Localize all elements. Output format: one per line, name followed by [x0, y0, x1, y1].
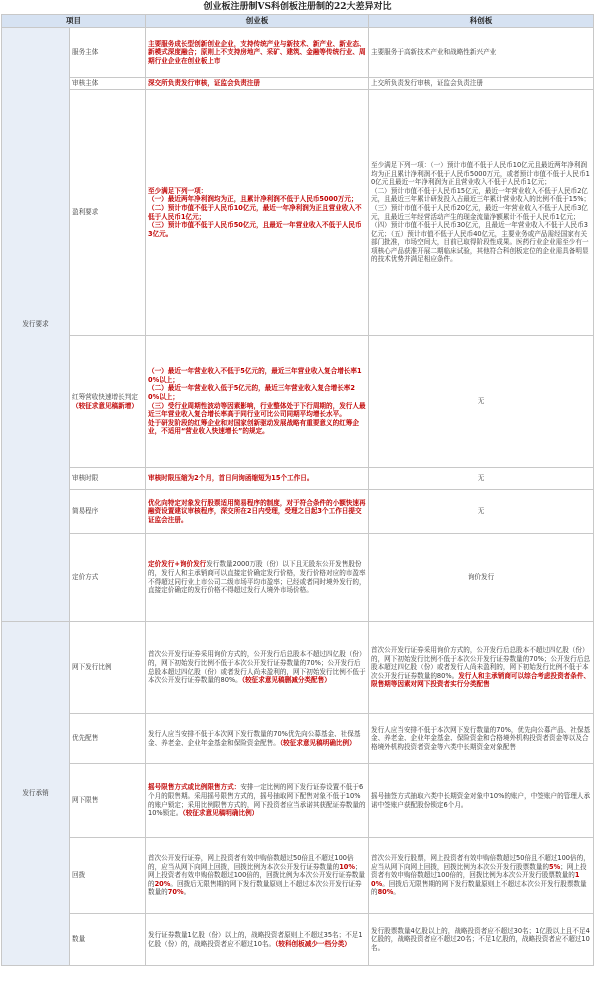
gem-red-text: （较征求意见稿明确比例） — [182, 809, 259, 818]
star-text: ；网上投资者有效申购倍数超过100倍的，回拨比例为本次公开发行股票数量的 — [371, 862, 587, 880]
star-text: 。回拨后无限售期的网下发行数量原则上不超过本次公开发行股票数量的 — [371, 879, 587, 897]
gem-text: 。回拨后无限售期的网下发行数量原则上不超过本次公开发行证券数量的 — [148, 879, 362, 897]
gem-cell — [146, 336, 369, 468]
star-cell: 无 — [369, 336, 594, 468]
item-label: 审核时限 — [70, 468, 146, 490]
star-red-text: 发行人和主承销商可以综合考虑投资者条件、限售期等因素对网下投资者实行分类配售 — [371, 671, 591, 689]
item-label — [70, 336, 146, 468]
gem-cell: 审核时限压缩为2个月，首日问询函缩短为15个工作日。 — [146, 468, 369, 490]
table-row — [2, 534, 594, 622]
star-cell: 摇号抽签方式抽取六类中长期资金对象中10%的账户，中签账户的管理人承诺中签账户获配股份锁定6个月。 — [369, 764, 594, 838]
table-header-row — [2, 15, 594, 28]
star-text: （二）预计市值不低于人民币15亿元，最近一年营业收入不低于人民币2亿元，且最近三年累计研发投入占最近三年累计营业收入的比例不低于15%；（三）预计市值不低于人民币20亿元，最近一年营业收入不低于人民币3亿元，且最近三年经营活动产生的现金流量净额累计不低于人民币1亿元；（四）预计市值不低于人民币30亿元，且最近一年营业收入不低于人民币3亿元；（五）预计市值不低于人民币40亿元，主要业务或产品需经国家有关部门批准，市场空间大，目前已取得阶段性成果。医药行业企业需至少有一项核心产品获准开展二期临床试验，其他符合科创板定位的企业需具备明显的技术优势并满足相应条件。 — [371, 186, 591, 264]
star-cell: 发行人应当安排不低于本次网下发行数量的70%，优先向公募产品、社保基金、养老金、企业年金基金、保险资金和合格境外机构投资者资金等以及合格境外机构投资者资金等六类中长期资金对象配售 — [369, 714, 594, 764]
gem-text: （二）预计市值不低于人民币10亿元，最近一年净利润为正且营业收入不低于人民币1亿元； — [148, 203, 362, 221]
gem-red-text: 10% — [339, 862, 356, 871]
item-label: 优先配售 — [70, 714, 146, 764]
gem-cell — [146, 714, 369, 764]
star-cell: 询价发行 — [369, 534, 594, 622]
gem-text: 处于研发阶段的红筹企业和对国家创新驱动发展战略有重要意义的红筹企业，不适用“营业收入快速增长”的规定。 — [148, 418, 359, 436]
gem-text: （一）最近一年营业收入不低于5亿元的，最近三年营业收入复合增长率10%以上； — [148, 367, 362, 384]
gem-cell — [146, 914, 369, 966]
table-row — [2, 468, 594, 490]
gem-cell: 深交所负责发行审核，证监会负责注册 — [146, 78, 369, 90]
header-gem: 创业板 — [146, 15, 369, 28]
star-cell — [369, 838, 594, 914]
page-title: 创业板注册制VS科创板注册制的22大差异对比 — [203, 2, 392, 12]
gem-red-text: 定价发行+询价发行 — [148, 560, 207, 569]
star-text: 。 — [393, 888, 400, 897]
header-star: 科创板 — [369, 15, 594, 28]
star-red-text: 5% — [549, 862, 561, 871]
gem-red-text: 摇号限售方式或比例限售方式： — [148, 783, 241, 792]
star-cell: 无 — [369, 490, 594, 534]
gem-text: 至少满足下列一项： — [148, 186, 208, 195]
gem-cell — [146, 838, 369, 914]
table-row — [2, 336, 594, 468]
gem-red-text: （较征求意见稿删减分类配售） — [241, 676, 331, 685]
table-row — [2, 28, 594, 78]
header-item: 项目 — [2, 15, 146, 28]
gem-text: （二）最近一年营业收入低于5亿元的，最近三年营业收入复合增长率20%以上； — [148, 384, 355, 401]
gem-text: 发行人应当安排不低于本次网下发行数量的70%优先向公募基金、社保基金、养老金、企业年金基金和保险资金配售。 — [148, 729, 361, 747]
item-label: 盈利要求 — [70, 90, 146, 336]
item-label: 网下发行比例 — [70, 622, 146, 714]
star-cell — [369, 622, 594, 714]
gem-cell: 主要服务成长型创新创业企业，支持传统产业与新技术、新产业、新业态、新模式深度融合；原则上不支持房地产、采矿、建筑、金融等传统行业、周期行业企业在创业板上市 — [146, 28, 369, 78]
item-label: 定价方式 — [70, 534, 146, 622]
item-label: 回拨 — [70, 838, 146, 914]
comparison-table — [1, 14, 594, 966]
gem-text: （一）最近两年净利润均为正，且累计净利润不低于人民币5000万元； — [148, 195, 358, 204]
item-label: 数量 — [70, 914, 146, 966]
gem-text: 安排一定比例的网下发行证券设置不低于6个月的限售期。采用摇号限售方式的，摇号抽取网下配售对象不低于10%的账户锁定；采用比例限售方式的，网下投资者应当承诺其获配证券数量的10%锁定。 — [148, 783, 366, 818]
gem-red-text: （较征求意见稿明确比例） — [279, 738, 356, 747]
item-label: 网下限售 — [70, 764, 146, 838]
gem-text: 首次公开发行证券采用询价方式的，公开发行后总股本不超过四亿股（份）的，网下初始发行比例不低于本次公开发行证券数量的70%；公开发行后总股本超过四亿股（份）或者发行人尚未盈利的，网下初始发行比例不低于本次公开发行证券数量的80%。 — [148, 650, 366, 685]
gem-red-text: 70% — [167, 888, 184, 897]
table-row — [2, 90, 594, 336]
category-underwrite: 发行承销 — [2, 622, 70, 966]
star-cell: 主要服务于高新技术产业和战略性新兴产业 — [369, 28, 594, 78]
item-label: 服务主体 — [70, 28, 146, 78]
table-row — [2, 714, 594, 764]
gem-text: 发行数量2000万股（份）以下且无股东公开发售股份的，发行人和主承销商可以直接定价确定发行价格，发行价格对应的市盈率不得超过同行业上市公司二级市场平均市盈率；已经或者同时境外发行的，直接定价确定的发行价格不得超过发行人境外市场价格。 — [148, 560, 366, 595]
star-text: 至少满足下列一项：（一）预计市值不低于人民币10亿元且最近两年净利润均为正且累计净利润不低于人民币5000万元，或者预计市值不低于人民币10亿元且最近一年净利润为正且营业收入不低于人民币1亿元； — [371, 160, 590, 187]
item-note: （较征求意见稿新增） — [72, 401, 138, 410]
gem-cell — [146, 622, 369, 714]
gem-text: （三）预计市值不低于人民币50亿元，且最近一年营业收入不低于人民币3亿元。 — [148, 221, 362, 238]
gem-text: 发行证券数量1亿股（份）以上的，战略投资者原则上不超过35名；不足1亿股（份）的，战略投资者应不超过10名。 — [148, 930, 363, 948]
star-cell: 发行股票数量4亿股以上的，战略投资者应不超过30名；1亿股以上且不足4亿股的，战略投资者应不超过20名；不足1亿股的，战略投资者应不超过10名。 — [369, 914, 594, 966]
item-label: 简易程序 — [70, 490, 146, 534]
gem-cell — [146, 534, 369, 622]
gem-red-text: 20% — [154, 879, 171, 888]
item-label: 审核主体 — [70, 78, 146, 90]
gem-text: 。 — [183, 888, 191, 897]
gem-cell — [146, 764, 369, 838]
table-row — [2, 764, 594, 838]
table-row — [2, 838, 594, 914]
star-cell: 上交所负责发行审核，证监会负责注册 — [369, 78, 594, 90]
gem-red-text: （较科创板减少一档分类） — [275, 939, 351, 948]
gem-text: （三）受行业周期性波动等因素影响，行业整体处于下行周期的，发行人最近三年营业收入复合增长率高于同行业可比公司同期平均增长水平。 — [148, 401, 366, 419]
gem-text: 首次公开发行证券，网上投资者有效申购倍数超过50倍且不超过100倍的，应当从网下向网上回拨，回拨比例为本次公开发行证券数量的 — [148, 854, 354, 871]
star-cell — [369, 90, 594, 336]
gem-text: ；网上投资者有效申购倍数超过100倍的，回拨比例为本次公开发行证券数量的 — [148, 862, 365, 888]
gem-cell — [146, 90, 369, 336]
table-row — [2, 490, 594, 534]
table-row — [2, 622, 594, 714]
gem-cell: 优化向特定对象发行股票适用简易程序的制度，对于符合条件的小额快速再融资设置建议审核程序，深交所在2日内受理，受理之日起3个工作日提交证监会注册。 — [146, 490, 369, 534]
item-text: 红筹营收快速增长判定 — [72, 392, 138, 401]
star-text: 首次公开发行证券采用询价方式的，公开发行后总股本不超过四亿股（份）的，网下初始发行比例不低于本次公开发行证券数量的70%；公开发行后总股本超过四亿股（份）或者发行人尚未盈利的，网下初始发行比例不低于本次公开发行证券数量的80%。 — [371, 646, 591, 680]
star-text: 首次公开发行股票，网上投资者有效申购倍数超过50倍且不超过100倍的，应当从网下向网上回拨，回拨比例为本次公开发行股票数量的 — [371, 854, 590, 871]
table-row — [2, 78, 594, 90]
star-cell: 无 — [369, 468, 594, 490]
table-row — [2, 914, 594, 966]
category-issue: 发行要求 — [2, 28, 70, 622]
star-red-text: 10% — [371, 871, 580, 888]
star-red-text: 80% — [377, 888, 394, 897]
